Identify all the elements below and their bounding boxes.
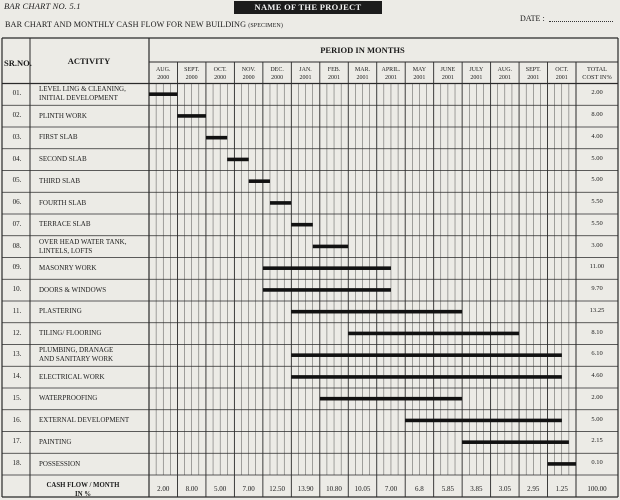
- activity-name-line: TILING/ FLOORING: [39, 329, 102, 338]
- total-cost-header-line-1: TOTAL: [586, 66, 608, 73]
- activity-name-line: PLINTH WORK: [39, 111, 87, 120]
- month-name: MAR.: [354, 67, 371, 73]
- month-year: 2001: [470, 75, 483, 81]
- month-name: JUNE: [440, 67, 456, 73]
- gantt-bar: [348, 332, 519, 336]
- gantt-bar: [548, 462, 576, 466]
- gantt-bar: [291, 223, 312, 227]
- gantt-bar: [227, 158, 248, 162]
- month-name: OCT.: [213, 67, 227, 73]
- month-header: [177, 66, 205, 82]
- row-number: 15.: [12, 393, 22, 402]
- activity-name-line: THIRD SLAB: [39, 176, 81, 185]
- activity-header: ACTIVITY: [67, 56, 111, 66]
- gantt-bar: [177, 114, 205, 118]
- cash-flow-value: 3.85: [470, 485, 483, 493]
- activity-name: [39, 238, 126, 256]
- cash-flow-label: [24, 481, 142, 499]
- gantt-bar: [263, 288, 391, 292]
- activity-cost: 9.70: [591, 285, 603, 293]
- month-header: [263, 66, 291, 82]
- month-header: [491, 66, 519, 82]
- activity-cost: 13.25: [589, 306, 605, 314]
- cash-flow-value: 7.00: [242, 485, 255, 493]
- activity-name: [39, 155, 87, 164]
- activity-name: [39, 220, 91, 229]
- activity-name-line: LEVEL LING & CLEANING,: [39, 85, 126, 94]
- row-number: 08.: [12, 241, 22, 250]
- month-name: AUG.: [497, 67, 513, 73]
- cash-flow-value: 5.85: [441, 485, 455, 493]
- month-year: 2000: [214, 75, 227, 81]
- activity-name-line: MASONRY WORK: [39, 263, 97, 272]
- gantt-bar: [291, 310, 462, 314]
- activity-name: [39, 416, 129, 425]
- activity-name: [39, 460, 80, 469]
- month-year: 2001: [555, 75, 568, 81]
- row-number: 02.: [12, 111, 22, 120]
- activity-name-line: PLUMBING, DRANAGE: [39, 346, 114, 355]
- chart-number: BAR CHART NO. 5.1: [4, 1, 81, 11]
- activity-name-line: EXTERNAL DEVELOPMENT: [39, 416, 130, 425]
- row-number: 06.: [12, 198, 22, 207]
- month-name: MAY: [412, 67, 427, 73]
- activity-name-line: ELECTRICAL WORK: [39, 372, 105, 381]
- activity-name: [39, 286, 106, 295]
- activity-name-line: PLASTERING: [39, 307, 82, 316]
- month-year: 2000: [242, 75, 255, 81]
- month-name: SEPT.: [184, 67, 200, 73]
- activity-cost: 5.00: [591, 415, 603, 423]
- gantt-bar: [149, 92, 177, 96]
- month-header: [291, 66, 319, 82]
- gantt-bar: [270, 201, 291, 205]
- activity-name-line: TERRACE SLAB: [39, 220, 91, 229]
- activity-name-line: LINTELS, LOFTS: [39, 246, 93, 255]
- activity-name: [39, 177, 80, 186]
- row-number: 01.: [12, 89, 22, 98]
- activity-name: [39, 112, 87, 121]
- activity-name: [39, 264, 96, 273]
- month-year: 2001: [498, 75, 511, 81]
- row-number: 16.: [12, 415, 22, 424]
- total-cost-header: [576, 66, 618, 82]
- activity-name: [39, 85, 126, 103]
- cash-flow-value: 8.00: [185, 485, 198, 493]
- date-label: DATE :: [520, 14, 545, 23]
- gantt-bar: [320, 397, 462, 401]
- activity-name: [39, 394, 97, 403]
- month-name: APRIL.: [381, 67, 401, 73]
- gantt-bar: [249, 179, 270, 183]
- cash-flow-label-line-1: CASH FLOW / MONTH: [46, 482, 120, 489]
- month-name: DEC.: [270, 67, 284, 73]
- activity-name-line: WATERPROOFING: [39, 394, 98, 403]
- srno-header: SR.NO.: [4, 58, 32, 68]
- gantt-bar: [462, 440, 569, 444]
- month-header: [548, 66, 576, 82]
- row-number: 18.: [12, 459, 22, 468]
- month-header: [434, 66, 462, 82]
- activity-name: [39, 307, 82, 316]
- month-header: [405, 66, 433, 82]
- month-year: 2001: [413, 75, 426, 81]
- activity-cost: 5.50: [591, 198, 603, 206]
- cash-flow-value: 1.25: [555, 485, 568, 493]
- month-header: [462, 66, 490, 82]
- row-number: 14.: [12, 372, 22, 381]
- cash-flow-value: 10.05: [354, 485, 371, 493]
- month-header: [149, 66, 177, 82]
- activity-cost: 5.00: [591, 154, 603, 162]
- activity-name: [39, 373, 105, 382]
- month-name: FEB.: [327, 67, 341, 73]
- month-name: AUG.: [155, 67, 171, 73]
- cash-flow-value: 10.80: [326, 485, 342, 493]
- title-text: BAR CHART AND MONTHLY CASH FLOW FOR NEW BUILDING: [5, 20, 247, 29]
- month-name: OCT.: [555, 67, 569, 73]
- cash-flow-value: 7.00: [384, 485, 398, 493]
- activity-cost: 11.00: [589, 263, 605, 271]
- activity-cost: 6.10: [591, 350, 603, 358]
- activity-name-line: FOURTH SLAB: [39, 198, 87, 207]
- activity-name: [39, 329, 101, 338]
- activity-cost: 4.60: [591, 372, 603, 380]
- month-header: [348, 66, 376, 82]
- activity-cost: 5.50: [591, 219, 603, 227]
- row-number: 17.: [12, 437, 22, 446]
- activity-cost: 2.00: [591, 393, 603, 401]
- activity-cost: 4.00: [591, 132, 603, 140]
- cash-flow-value: 5.00: [214, 485, 227, 493]
- month-header: [206, 66, 234, 82]
- activity-name: [39, 346, 113, 364]
- activity-name-line: AND SANITARY WORK: [39, 355, 114, 364]
- month-name: JULY: [469, 67, 484, 73]
- month-name: NOV.: [241, 67, 256, 73]
- activity-name-line: OVER HEAD WATER TANK,: [39, 237, 127, 246]
- row-number: 13.: [12, 350, 22, 359]
- row-number: 11.: [12, 306, 22, 315]
- activity-cost: 3.00: [591, 241, 603, 249]
- cash-flow-value: 12.50: [269, 485, 285, 493]
- month-year: 2001: [328, 75, 341, 81]
- month-year: 2000: [271, 75, 284, 81]
- row-number: 05.: [12, 176, 22, 185]
- row-number: 09.: [12, 263, 22, 272]
- total-cost-header-line-2: COST IN%: [582, 74, 612, 81]
- month-name: JAN.: [299, 67, 312, 73]
- cash-flow-value: 3.05: [498, 485, 511, 493]
- month-year: 2001: [384, 75, 397, 81]
- project-name: NAME OF THE PROJECT: [254, 2, 362, 12]
- month-header: [377, 66, 405, 82]
- gantt-bar: [291, 375, 561, 379]
- activity-name-line: INITIAL DEVELOPMENT: [39, 94, 118, 103]
- activity-cost: 0.10: [591, 459, 603, 467]
- activity-name: [39, 438, 71, 447]
- gantt-bar: [313, 245, 349, 249]
- row-number: 07.: [12, 219, 22, 228]
- activity-name-line: PAINTING: [39, 437, 72, 446]
- cash-flow-total: 100.00: [587, 485, 607, 493]
- row-number: 12.: [12, 328, 22, 337]
- gantt-bar: [291, 353, 561, 357]
- month-year: 2001: [441, 75, 454, 81]
- cash-flow-value: 2.00: [157, 485, 170, 493]
- gantt-bar: [263, 266, 391, 270]
- activity-cost: 8.00: [591, 111, 603, 119]
- month-year: 2001: [527, 75, 540, 81]
- cash-flow-value: 2.95: [527, 485, 540, 493]
- activity-name: [39, 199, 86, 208]
- month-header: [234, 66, 262, 82]
- month-header: [320, 66, 348, 82]
- row-number: 03.: [12, 132, 22, 141]
- activity-name-line: FIRST SLAB: [39, 133, 78, 142]
- month-year: 2001: [356, 75, 369, 81]
- month-year: 2001: [299, 75, 312, 81]
- row-number: 10.: [12, 285, 22, 294]
- month-year: 2000: [157, 75, 170, 81]
- activity-name-line: POSSESSION: [39, 459, 81, 468]
- month-year: 2000: [185, 75, 198, 81]
- cash-flow-value: 13.90: [297, 485, 314, 493]
- activity-cost: 2.00: [591, 89, 603, 97]
- specimen-note: (SPECIMEN): [248, 23, 283, 29]
- cash-flow-label-line-2: IN %: [74, 491, 92, 498]
- cash-flow-value: 6.8: [415, 485, 424, 493]
- activity-cost: 2.15: [591, 437, 603, 445]
- activity-name-line: DOORS & WINDOWS: [39, 285, 107, 294]
- month-header: [519, 66, 547, 82]
- row-number: 04.: [12, 154, 22, 163]
- month-name: SEPT.: [525, 67, 541, 73]
- activity-name: [39, 133, 78, 142]
- activity-cost: 5.00: [591, 176, 603, 184]
- activity-name-line: SECOND SLAB: [39, 155, 87, 164]
- period-header: PERIOD IN MONTHS: [320, 45, 405, 55]
- activity-cost: 8.10: [591, 328, 603, 336]
- gantt-bar: [206, 136, 227, 140]
- gantt-bar: [405, 419, 562, 423]
